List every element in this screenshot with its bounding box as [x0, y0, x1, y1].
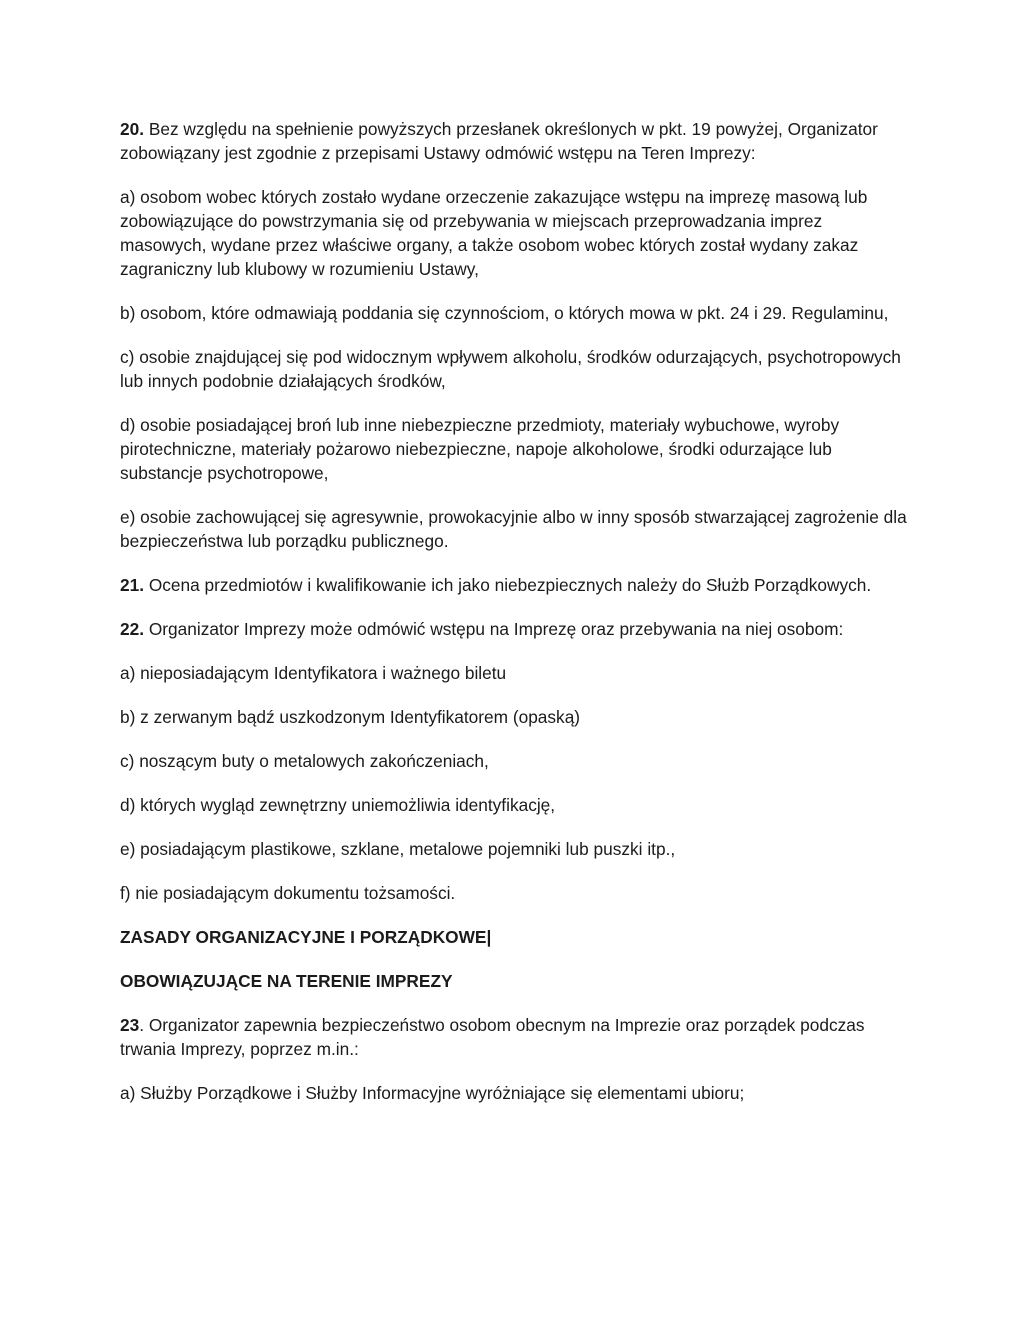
- paragraph-number: 23: [120, 1015, 140, 1035]
- paragraph-22b: b) z zerwanym bądź uszkodzonym Identyfikatorem (opaską): [120, 707, 581, 727]
- paragraph-20e: e) osobie zachowującej się agresywnie, prowokacyjnie albo w inny sposób stwarzającej zagrożenie dla bezpieczeństwa lub porządku publicznego.: [120, 507, 907, 551]
- paragraph-20a: a) osobom wobec których zostało wydane orzeczenie zakazujące wstępu na imprezę masową lub zobowiązujące do powstrzymania się od przebywania w miejscach przeprowadzania imprez masowych, wydane przez właściwe organy, a także osobom wobec których został wydany zakaz zagraniczny lub klubowy w rozumieniu Ustawy,: [120, 187, 868, 279]
- paragraph-20d: d) osobie posiadającej broń lub inne niebezpieczne przedmioty, materiały wybuchowe, wyroby pirotechniczne, materiały pożarowo niebezpieczne, napoje alkoholowe, środki odurzające lub substancje psychotropowe,: [120, 415, 840, 483]
- paragraph-text: Ocena przedmiotów i kwalifikowanie ich jako niebezpiecznych należy do Służb Porządkowych.: [144, 575, 872, 595]
- paragraph-22f: f) nie posiadającym dokumentu tożsamości.: [120, 883, 456, 903]
- paragraph-23: [120, 1013, 910, 1061]
- paragraph-20c: c) osobie znajdującej się pod widocznym wpływem alkoholu, środków odurzających, psychotropowych lub innych podobnie działających środków,: [120, 347, 901, 391]
- section-heading-1: ZASADY ORGANIZACYJNE I PORZĄDKOWE|: [120, 927, 492, 947]
- paragraph-22: [120, 617, 910, 641]
- paragraph-20b: b) osobom, które odmawiają poddania się czynnościom, o których mowa w pkt. 24 i 29. Regulaminu,: [120, 303, 889, 323]
- section-heading-2: OBOWIĄZUJĄCE NA TERENIE IMPREZY: [120, 971, 453, 991]
- paragraph-22e: e) posiadającym plastikowe, szklane, metalowe pojemniki lub puszki itp.,: [120, 839, 676, 859]
- paragraph-text: . Organizator zapewnia bezpieczeństwo osobom obecnym na Imprezie oraz porządek podczas trwania Imprezy, poprzez m.in.:: [120, 1015, 865, 1059]
- paragraph-23a: a) Służby Porządkowe i Służby Informacyjne wyróżniające się elementami ubioru;: [120, 1083, 745, 1103]
- paragraph-text: Bez względu na spełnienie powyższych przesłanek określonych w pkt. 19 powyżej, Organizator zobowiązany jest zgodnie z przepisami Ustawy odmówić wstępu na Teren Imprezy:: [120, 119, 878, 163]
- paragraph-number: 20.: [120, 119, 145, 139]
- paragraph-22a: a) nieposiadającym Identyfikatora i ważnego biletu: [120, 663, 507, 683]
- paragraph-number: 21.: [120, 575, 145, 595]
- paragraph-21: [120, 573, 910, 597]
- paragraph-22d: d) których wygląd zewnętrzny uniemożliwia identyfikację,: [120, 795, 556, 815]
- paragraph-22c: c) noszącym buty o metalowych zakończeniach,: [120, 751, 489, 771]
- paragraph-text: Organizator Imprezy może odmówić wstępu na Imprezę oraz przebywania na niej osobom:: [144, 619, 844, 639]
- paragraph-number: 22.: [120, 619, 145, 639]
- document-page: [120, 117, 910, 1125]
- paragraph-20: [120, 117, 910, 165]
